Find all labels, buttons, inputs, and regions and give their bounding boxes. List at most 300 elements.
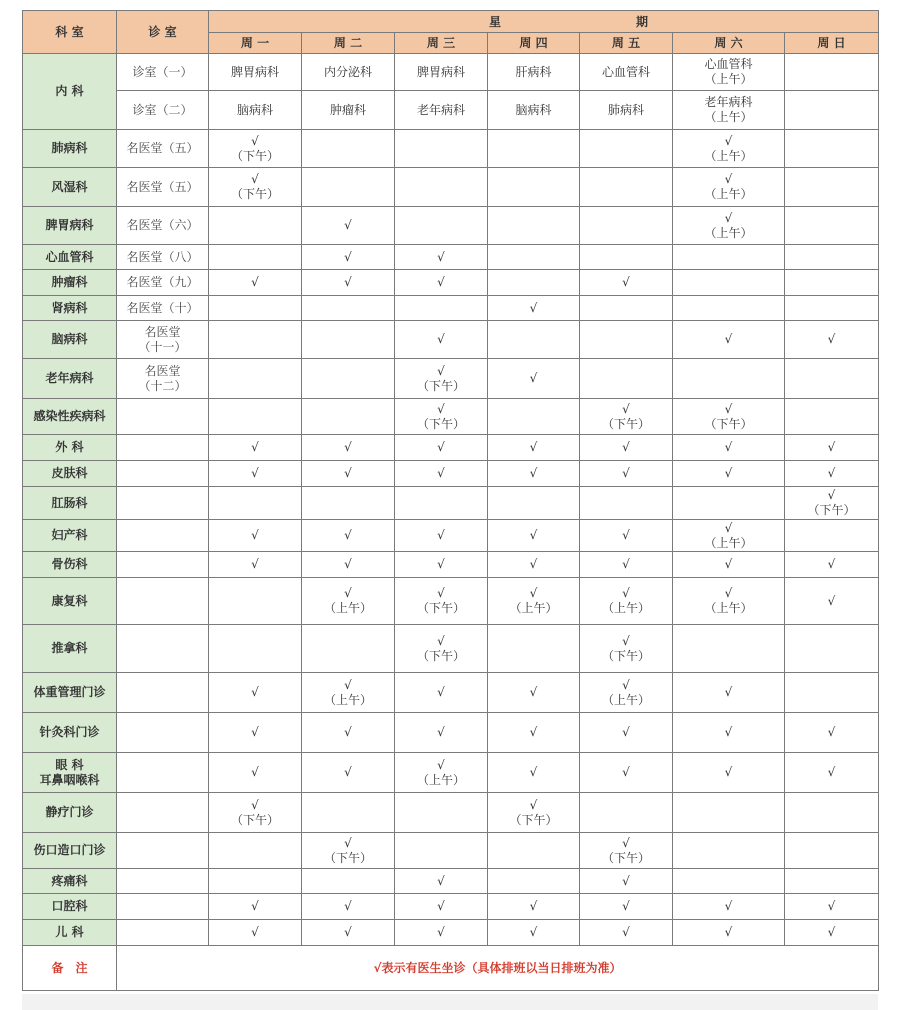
schedule-cell xyxy=(580,833,673,869)
room-cell xyxy=(117,270,209,296)
room-cell xyxy=(117,399,209,435)
check-mark-icon: √ xyxy=(622,677,630,692)
table-row xyxy=(23,487,879,520)
schedule-cell xyxy=(488,296,580,321)
dept-cell xyxy=(23,833,117,869)
schedule-cell xyxy=(209,296,302,321)
dept-cell xyxy=(23,168,117,207)
check-mark-icon: √ xyxy=(344,249,352,264)
schedule-cell xyxy=(395,91,488,130)
room-cell xyxy=(117,625,209,673)
cell-text: （上午） xyxy=(704,225,753,240)
room-cell xyxy=(117,869,209,894)
schedule-cell xyxy=(785,207,879,245)
schedule-cell xyxy=(302,321,395,359)
check-mark-icon: √ xyxy=(437,873,445,888)
room-cell xyxy=(117,54,209,91)
room-cell xyxy=(117,435,209,461)
schedule-cell xyxy=(673,461,785,487)
schedule-cell xyxy=(673,552,785,578)
schedule-cell xyxy=(302,91,395,130)
check-mark-icon: √ xyxy=(437,363,445,378)
check-mark-icon: √ xyxy=(437,466,445,480)
dept-name: 针灸科门诊 xyxy=(39,725,100,739)
schedule-cell xyxy=(209,625,302,673)
check-mark-icon: √ xyxy=(344,466,352,480)
table-row xyxy=(23,520,879,552)
check-mark-icon: √ xyxy=(344,725,352,739)
schedule-cell xyxy=(673,91,785,130)
clinic-schedule-table xyxy=(22,10,879,991)
cell-text: （上午） xyxy=(509,601,558,615)
schedule-cell xyxy=(395,321,488,359)
check-mark-icon: √ xyxy=(622,440,630,454)
check-mark-icon: √ xyxy=(344,440,352,454)
cell-text: （下午） xyxy=(416,648,465,663)
schedule-cell xyxy=(395,399,488,435)
room-cell xyxy=(117,321,209,359)
schedule-cell xyxy=(785,54,879,91)
check-mark-icon: √ xyxy=(622,765,630,779)
schedule-cell xyxy=(785,270,879,296)
schedule-cell xyxy=(209,894,302,920)
table-row xyxy=(23,270,879,296)
day-header: 周 一 xyxy=(209,33,302,54)
schedule-cell xyxy=(580,552,673,578)
day-header: 周 四 xyxy=(488,33,580,54)
dept-name: 康复科 xyxy=(51,593,88,608)
schedule-cell xyxy=(580,869,673,894)
check-mark-icon: √ xyxy=(622,725,630,739)
schedule-cell xyxy=(209,520,302,552)
check-mark-icon: √ xyxy=(251,899,259,913)
table-row xyxy=(23,91,879,130)
schedule-cell xyxy=(580,399,673,435)
check-mark-icon: √ xyxy=(827,593,836,608)
schedule-cell xyxy=(209,245,302,270)
schedule-cell xyxy=(488,520,580,552)
check-mark-icon: √ xyxy=(827,466,836,480)
table-row xyxy=(23,920,879,946)
cell-text: （上午） xyxy=(601,692,650,707)
schedule-cell xyxy=(673,245,785,270)
dept-name: 肿瘤科 xyxy=(51,275,88,289)
schedule-cell xyxy=(580,54,673,91)
schedule-cell xyxy=(673,130,785,168)
schedule-cell xyxy=(785,168,879,207)
schedule-cell xyxy=(488,461,580,487)
check-mark-icon: √ xyxy=(251,797,259,812)
schedule-cell xyxy=(673,207,785,245)
schedule-cell xyxy=(209,91,302,130)
schedule-cell xyxy=(395,920,488,946)
check-mark-icon: √ xyxy=(622,528,630,542)
schedule-cell xyxy=(395,793,488,833)
schedule-cell xyxy=(785,793,879,833)
room-cell xyxy=(117,894,209,920)
cell-text: （上午） xyxy=(704,110,753,124)
schedule-cell xyxy=(302,793,395,833)
schedule-cell xyxy=(209,552,302,578)
table-row xyxy=(23,54,879,91)
schedule-cell xyxy=(673,270,785,296)
check-mark-icon: √ xyxy=(344,218,352,232)
cell-text: 心血管科 xyxy=(704,57,753,71)
check-mark-icon: √ xyxy=(827,899,836,913)
dept-name: 肺病科 xyxy=(51,141,88,155)
schedule-cell xyxy=(302,461,395,487)
room-cell xyxy=(117,130,209,168)
schedule-cell xyxy=(785,435,879,461)
cell-text: 肺病科 xyxy=(607,102,644,117)
schedule-cell xyxy=(488,207,580,245)
check-mark-icon: √ xyxy=(529,557,538,571)
cell-text: 脾胃病科 xyxy=(416,64,465,79)
schedule-cell xyxy=(302,833,395,869)
check-mark-icon: √ xyxy=(437,685,445,699)
check-mark-icon: √ xyxy=(724,765,733,779)
table-row xyxy=(23,168,879,207)
schedule-cell xyxy=(785,130,879,168)
dept-cell xyxy=(23,552,117,578)
dept-cell xyxy=(23,461,117,487)
schedule-cell xyxy=(302,869,395,894)
room-number: （十二） xyxy=(138,378,187,393)
schedule-cell xyxy=(395,713,488,753)
schedule-cell xyxy=(209,270,302,296)
dept-cell xyxy=(23,894,117,920)
schedule-cell xyxy=(488,168,580,207)
schedule-cell xyxy=(580,359,673,399)
room-name: 名医堂（六） xyxy=(126,218,199,232)
check-mark-icon: √ xyxy=(437,440,445,454)
check-mark-icon: √ xyxy=(827,725,836,739)
check-mark-icon: √ xyxy=(827,765,836,779)
schedule-cell xyxy=(395,894,488,920)
table-row xyxy=(23,869,879,894)
schedule-cell xyxy=(302,399,395,435)
dept-cell xyxy=(23,435,117,461)
schedule-cell xyxy=(673,321,785,359)
schedule-cell xyxy=(302,130,395,168)
cell-text: 老年病科 xyxy=(704,95,753,109)
room-name: 名医堂（九） xyxy=(126,275,199,289)
table-row xyxy=(23,625,879,673)
schedule-cell xyxy=(785,399,879,435)
schedule-cell xyxy=(580,713,673,753)
schedule-cell xyxy=(673,753,785,793)
cell-text: （上午） xyxy=(416,772,465,787)
check-mark-icon: √ xyxy=(827,488,836,502)
room-column-header: 诊 室 xyxy=(117,11,209,54)
dept-name: 感染性疾病科 xyxy=(33,409,106,423)
week-header xyxy=(209,11,879,33)
check-mark-icon: √ xyxy=(827,332,836,346)
schedule-cell xyxy=(302,753,395,793)
check-mark-icon: √ xyxy=(827,925,836,939)
cell-text: （上午） xyxy=(704,187,753,201)
schedule-cell xyxy=(302,552,395,578)
day-header: 周 三 xyxy=(395,33,488,54)
schedule-cell xyxy=(395,168,488,207)
schedule-cell xyxy=(785,753,879,793)
room-cell xyxy=(117,461,209,487)
table-row xyxy=(23,245,879,270)
cell-text: （上午） xyxy=(601,601,650,615)
schedule-cell xyxy=(209,793,302,833)
room-cell xyxy=(117,207,209,245)
schedule-cell xyxy=(673,673,785,713)
check-mark-icon: √ xyxy=(724,466,733,480)
check-mark-icon: √ xyxy=(529,466,538,480)
dept-name: 脾胃病科 xyxy=(45,218,94,232)
check-mark-icon: √ xyxy=(724,172,733,186)
schedule-cell xyxy=(673,713,785,753)
schedule-cell xyxy=(785,245,879,270)
schedule-cell xyxy=(673,487,785,520)
room-cell xyxy=(117,359,209,399)
schedule-cell xyxy=(209,487,302,520)
dept-name: 心血管科 xyxy=(45,249,94,264)
check-mark-icon: √ xyxy=(529,586,538,600)
dept-cell xyxy=(23,713,117,753)
schedule-cell xyxy=(673,578,785,625)
cell-text: （上午） xyxy=(704,72,753,86)
schedule-cell xyxy=(488,91,580,130)
schedule-cell xyxy=(580,673,673,713)
room-name: 名医堂（五） xyxy=(126,179,199,194)
dept-name: 皮肤科 xyxy=(51,466,88,480)
check-mark-icon: √ xyxy=(622,557,630,571)
dept-cell xyxy=(23,487,117,520)
cell-text: （上午） xyxy=(323,601,372,615)
check-mark-icon: √ xyxy=(622,275,630,289)
check-mark-icon: √ xyxy=(344,557,352,571)
dept-name: 眼 科 xyxy=(55,757,84,772)
schedule-cell xyxy=(302,207,395,245)
schedule-cell xyxy=(673,520,785,552)
check-mark-icon: √ xyxy=(827,557,836,571)
schedule-cell xyxy=(488,578,580,625)
cell-text: 心血管科 xyxy=(601,64,650,79)
check-mark-icon: √ xyxy=(437,757,445,772)
schedule-cell xyxy=(302,894,395,920)
schedule-cell xyxy=(302,359,395,399)
check-mark-icon: √ xyxy=(529,528,538,542)
schedule-cell xyxy=(580,578,673,625)
day-header: 周 六 xyxy=(673,33,785,54)
schedule-cell xyxy=(785,359,879,399)
dept-cell xyxy=(23,130,117,168)
schedule-cell xyxy=(488,713,580,753)
schedule-cell xyxy=(488,673,580,713)
check-mark-icon: √ xyxy=(251,765,259,779)
check-mark-icon: √ xyxy=(724,899,733,913)
schedule-cell xyxy=(209,359,302,399)
table-row xyxy=(23,435,879,461)
dept-cell xyxy=(23,793,117,833)
room-cell xyxy=(117,673,209,713)
schedule-cell xyxy=(395,461,488,487)
schedule-cell xyxy=(395,207,488,245)
dept-cell xyxy=(23,920,117,946)
schedule-cell xyxy=(209,168,302,207)
schedule-cell xyxy=(673,894,785,920)
table-row xyxy=(23,399,879,435)
schedule-cell xyxy=(673,920,785,946)
schedule-cell xyxy=(580,130,673,168)
schedule-cell xyxy=(395,520,488,552)
schedule-cell xyxy=(209,54,302,91)
dept-name: 儿 科 xyxy=(55,925,84,939)
table-row xyxy=(23,673,879,713)
schedule-cell xyxy=(395,54,488,91)
dept-column-header: 科 室 xyxy=(23,11,117,54)
check-mark-icon: √ xyxy=(251,172,259,186)
schedule-cell xyxy=(673,833,785,869)
day-header: 周 五 xyxy=(580,33,673,54)
schedule-cell xyxy=(580,461,673,487)
check-mark-icon: √ xyxy=(622,466,630,480)
dept-name: 外 科 xyxy=(55,440,84,454)
day-header: 周 日 xyxy=(785,33,879,54)
remark-label: 备 注 xyxy=(23,946,117,991)
schedule-cell xyxy=(209,578,302,625)
dept-cell xyxy=(23,578,117,625)
cell-text: （下午） xyxy=(416,416,465,431)
schedule-cell xyxy=(302,578,395,625)
check-mark-icon: √ xyxy=(622,401,630,416)
dept-cell xyxy=(23,270,117,296)
room-cell xyxy=(117,753,209,793)
schedule-cell xyxy=(209,673,302,713)
check-mark-icon: √ xyxy=(529,765,538,779)
schedule-cell xyxy=(488,920,580,946)
dept-name: 肛肠科 xyxy=(51,495,88,510)
schedule-cell xyxy=(785,673,879,713)
schedule-cell xyxy=(209,461,302,487)
room-cell xyxy=(117,552,209,578)
cell-text: （下午） xyxy=(230,148,279,163)
schedule-cell xyxy=(488,487,580,520)
schedule-cell xyxy=(488,435,580,461)
check-mark-icon: √ xyxy=(622,586,630,600)
check-mark-icon: √ xyxy=(251,925,259,939)
table-row xyxy=(23,578,879,625)
schedule-cell xyxy=(580,270,673,296)
schedule-cell xyxy=(488,753,580,793)
schedule-cell xyxy=(673,296,785,321)
check-mark-icon: √ xyxy=(437,899,445,913)
dept-cell xyxy=(23,54,117,130)
cell-text: 脾胃病科 xyxy=(230,64,279,79)
schedule-cell xyxy=(785,578,879,625)
schedule-cell xyxy=(302,673,395,713)
page-bottom-strip xyxy=(22,994,878,1010)
schedule-cell xyxy=(580,91,673,130)
cell-text: （上午） xyxy=(704,535,753,550)
schedule-cell xyxy=(488,894,580,920)
dept-name-secondary: 耳鼻咽喉科 xyxy=(39,772,100,787)
schedule-cell xyxy=(395,869,488,894)
room-cell xyxy=(117,833,209,869)
dept-cell xyxy=(23,399,117,435)
schedule-cell xyxy=(395,245,488,270)
schedule-cell xyxy=(488,399,580,435)
check-mark-icon: √ xyxy=(344,925,352,939)
cell-text: （下午） xyxy=(323,850,372,865)
check-mark-icon: √ xyxy=(724,586,733,600)
dept-name: 疼痛科 xyxy=(51,873,88,888)
cell-text: （上午） xyxy=(323,692,372,707)
check-mark-icon: √ xyxy=(344,835,352,850)
schedule-cell xyxy=(395,130,488,168)
schedule-cell xyxy=(488,130,580,168)
schedule-cell xyxy=(673,359,785,399)
dept-name: 脑病科 xyxy=(51,332,88,346)
schedule-cell xyxy=(395,833,488,869)
dept-name: 静疗门诊 xyxy=(45,805,94,819)
schedule-cell xyxy=(785,713,879,753)
table-row xyxy=(23,894,879,920)
schedule-cell xyxy=(785,894,879,920)
check-mark-icon: √ xyxy=(529,371,538,385)
check-mark-icon: √ xyxy=(437,401,445,416)
cell-text: （上午） xyxy=(704,148,753,163)
check-mark-icon: √ xyxy=(724,133,733,148)
check-mark-icon: √ xyxy=(437,528,445,542)
dept-cell xyxy=(23,753,117,793)
schedule-cell xyxy=(785,461,879,487)
schedule-cell xyxy=(302,487,395,520)
cell-text: （下午） xyxy=(601,850,650,865)
schedule-cell xyxy=(395,625,488,673)
schedule-cell xyxy=(673,625,785,673)
schedule-cell xyxy=(302,625,395,673)
cell-text: （下午） xyxy=(230,812,279,827)
check-mark-icon: √ xyxy=(529,685,538,699)
schedule-cell xyxy=(395,673,488,713)
schedule-cell xyxy=(302,245,395,270)
schedule-cell xyxy=(785,487,879,520)
check-mark-icon: √ xyxy=(724,210,733,225)
schedule-cell xyxy=(785,91,879,130)
dept-name: 妇产科 xyxy=(51,528,88,542)
schedule-cell xyxy=(395,552,488,578)
room-cell xyxy=(117,487,209,520)
room-cell xyxy=(117,296,209,321)
room-name: 名医堂（十） xyxy=(126,300,199,315)
check-mark-icon: √ xyxy=(437,925,445,939)
schedule-cell xyxy=(209,130,302,168)
check-mark-icon: √ xyxy=(724,925,733,939)
table-row xyxy=(23,207,879,245)
check-mark-icon: √ xyxy=(344,765,352,779)
check-mark-icon: √ xyxy=(622,899,630,913)
schedule-cell xyxy=(673,54,785,91)
schedule-cell xyxy=(488,625,580,673)
check-mark-icon: √ xyxy=(529,440,538,454)
schedule-cell xyxy=(395,487,488,520)
schedule-cell xyxy=(785,552,879,578)
room-cell xyxy=(117,91,209,130)
schedule-cell xyxy=(488,321,580,359)
schedule-cell xyxy=(488,54,580,91)
room-name: 名医堂 xyxy=(144,324,181,339)
dept-cell xyxy=(23,359,117,399)
check-mark-icon: √ xyxy=(251,528,259,542)
room-name: 诊室（一） xyxy=(132,64,193,79)
